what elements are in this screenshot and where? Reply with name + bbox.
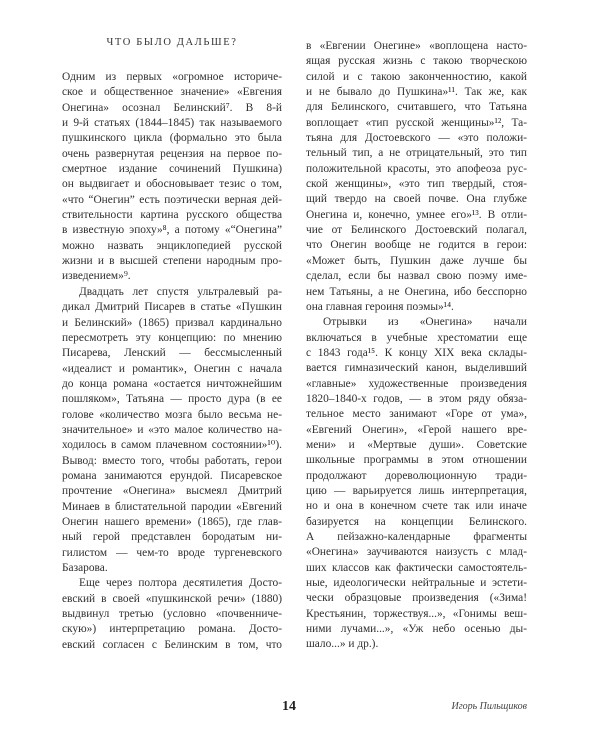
text-line: ходилось в самом плачевном состоянии»¹⁰). <box>62 439 282 452</box>
text-line: Онегина и, конечно, умнее его»¹³. В отли- <box>306 208 527 221</box>
text-line: для Белинского, считавшего, что Татьяна <box>306 101 527 114</box>
text-line: вается гимназический канон, выделивший <box>306 362 527 375</box>
text-line: чески образцовые произведения («Зима! <box>306 592 527 605</box>
text-line: ствительности картина русского общества <box>62 209 282 222</box>
text-line: ные, идеологически нейтральные и эстети- <box>306 577 527 590</box>
text-line: скую») интерпретацию романа. Досто- <box>62 623 282 636</box>
text-line: пересмотреть эту концепцию: по мнению <box>62 331 282 344</box>
text-line: значительное» и «это малое количество на- <box>62 423 282 436</box>
running-footer-author: Игорь Пильщиков <box>451 701 527 712</box>
text-line: нем Татьяны, а не Онегина, ибо бесспорно <box>306 285 527 298</box>
text-line: что Онегин вообще не годится в герои: <box>306 239 527 252</box>
text-line: сделал, если бы назвал свою поэму име- <box>306 270 527 283</box>
text-line: Онегина» осознал Белинский⁷. В 8-й <box>62 101 282 114</box>
text-line: Отрывки из «Онегина» начали <box>323 316 527 329</box>
text-line: «что “Онегин” есть поэтически верная дей- <box>62 193 282 206</box>
text-line: и Белинский» (1865) призвал кардинально <box>62 316 282 329</box>
text-line: ское и общественное значение» «Евгения <box>62 86 282 99</box>
text-line: продолжают дореволюционную тради- <box>306 469 527 482</box>
text-line: «Онегина» заучиваются наизусть с млад- <box>306 546 527 559</box>
text-line: цию — варьируется лишь интерпретация, <box>306 484 527 497</box>
text-line: прочтение «Онегина» высмеял Дмитрий <box>62 485 282 498</box>
text-line: с 1843 года¹⁵. К концу XIX века склады- <box>306 346 527 359</box>
text-line: Еще через полтора десятилетия Досто- <box>79 577 282 590</box>
text-line: ших классов как фактически самостоятель- <box>306 561 527 574</box>
text-line: дикал Дмитрий Писарев в статье «Пушкин <box>62 301 282 314</box>
text-line: тельный тип, а не отрицательный, это тип <box>306 147 527 160</box>
text-line: Крестьянин, торжествуя...», «Гонимы веш- <box>306 607 527 620</box>
text-line: Онегин нашего времени» (1865), где глав- <box>62 515 282 528</box>
text-line: изведением»⁹. <box>62 270 131 283</box>
text-line: щий твердо на своей почве. Она глубже <box>306 193 527 206</box>
text-line: шало...» и др.). <box>306 638 379 651</box>
text-line: ный герой представлен бородатым ни- <box>62 531 282 544</box>
text-line: включаться в учебные хрестоматии еще <box>306 331 527 344</box>
text-line: жизни и в высшей степени народным про- <box>62 255 282 268</box>
text-line: голове «количество мозга было весьма не- <box>62 408 282 421</box>
text-line: ской женщины», «это тип твердый, стоя- <box>306 178 527 191</box>
text-line: можно назвать энциклопедией русской <box>62 239 282 252</box>
paragraph <box>306 315 527 653</box>
paragraph <box>62 70 282 285</box>
text-line: А пейзажно-календарные фрагменты <box>306 531 527 543</box>
text-line: «Может быть, Пушкин даже лучше бы <box>306 254 527 267</box>
text-line: ними лучами...», «Уж небо осенью ды- <box>306 623 527 636</box>
paragraph <box>62 576 282 653</box>
paragraph <box>62 285 282 577</box>
text-line: «Евгений Онегин», «Герой нашего вре- <box>306 423 527 436</box>
text-line: евский в своей «пушкинской речи» (1880) <box>62 592 282 605</box>
text-line: пошляком», Татьяна — просто дура (в ее <box>62 393 282 406</box>
text-line: положительной красоты, это апофеоза рус- <box>306 162 527 175</box>
text-line: Одним из первых «огромное историче- <box>62 71 282 83</box>
page-number: 14 <box>282 699 296 714</box>
text-line: Двадцать лет спустя ультралевый ра- <box>79 285 282 298</box>
text-line: тьяна для Достоевского — «это положи- <box>306 132 527 145</box>
text-line: тельное место занимают «Горе от ума», <box>306 408 527 421</box>
text-line: Минаев в блистательной пародии «Евгений <box>62 500 282 513</box>
text-line: он выдвигает и обосновывает тезис о том, <box>62 178 282 191</box>
text-line: очень развернутая рецензия на первое по- <box>62 147 282 160</box>
text-line: силой и с такою законченностию, какой <box>306 70 527 83</box>
paragraph <box>306 39 527 315</box>
text-line: смертное издание сочинений Пушкина) <box>62 163 282 176</box>
text-line: и не бывало до Пушкина»¹¹. Так же, как <box>306 86 527 99</box>
text-line: евский согласен с Белинским в том, что <box>62 638 282 651</box>
text-line: пушкинского цикла (формально это была <box>62 132 282 145</box>
text-line: ящая русская жизнь с такою творческою <box>306 55 527 68</box>
text-line: Вывод: вместо того, чтобы работать, герои <box>62 454 282 467</box>
text-line: базируется на концепции Белинского. <box>306 515 527 528</box>
text-line: чие от Белинского Достоевский полагал, <box>306 224 527 237</box>
text-line: в известную эпоху»⁸, а потому «“Онегина” <box>62 224 282 237</box>
text-line: «главные» художественные произведения <box>306 377 527 390</box>
right-text-column <box>306 39 527 653</box>
left-text-column <box>62 70 282 653</box>
text-line: Писарева, Ленский — бессмысленный <box>62 347 282 360</box>
text-line: но и она в конечном счете так или иначе <box>306 500 527 513</box>
text-line: выдвинул третью (условно «почвенниче- <box>62 608 282 621</box>
text-line: Базарова. <box>62 562 108 574</box>
text-line: и 9-й статьях (1844–1845) так называемого <box>62 117 282 130</box>
text-line: до конца романа «остается ничтожнейшим <box>62 377 282 390</box>
text-line: 1820–1840-х годов, — в этом ряду обяза- <box>306 392 527 405</box>
text-line: гилистом — чем-то вроде тургеневского <box>62 546 282 559</box>
text-line: романа занимаются ерундой. Писаревское <box>62 469 282 482</box>
text-line: мени» и «Мертвые души». Советские <box>306 438 527 451</box>
section-title: ЧТО БЫЛО ДАЛЬШЕ? <box>106 37 238 48</box>
text-line: воплощает «тип русской женщины»¹², Та- <box>306 116 527 129</box>
text-line: школьные программы в этом отношении <box>306 454 527 467</box>
text-line: «идеалист и романтик», Онегин с начала <box>62 362 282 375</box>
text-line: она главная героиня поэмы»¹⁴. <box>306 300 454 313</box>
text-line: в «Евгении Онегине» «воплощена насто- <box>306 40 527 52</box>
